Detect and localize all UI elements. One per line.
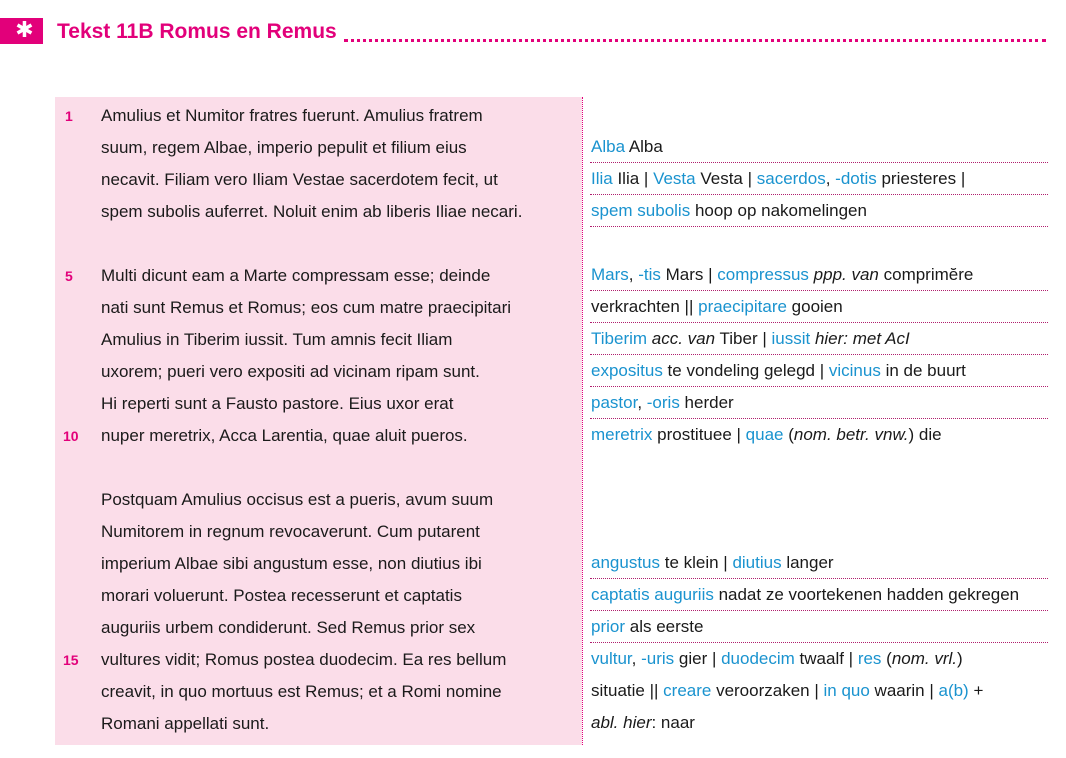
gloss-term: a(b) <box>938 681 969 700</box>
latin-line: imperium Albae sibi angustum esse, non diutius ibi <box>101 554 482 573</box>
latin-text-panel <box>55 97 582 745</box>
gloss-text: Tiber | <box>715 329 772 348</box>
latin-line: uxorem; pueri vero expositi ad vicinam ripam sunt. <box>101 362 480 381</box>
gloss-term: spem subolis <box>591 201 691 220</box>
gloss-text: ( <box>783 425 794 444</box>
gloss-text: ) die <box>908 425 942 444</box>
latin-line: nati sunt Remus et Romus; eos cum matre praecipitari <box>101 298 512 317</box>
gloss-text: Vesta | <box>695 169 757 188</box>
gloss-term: creare <box>663 681 712 700</box>
latin-line: Numitorem in regnum revocaverunt. Cum putarent <box>101 522 480 541</box>
gloss-row <box>590 644 1048 675</box>
gloss-text: comprimĕre <box>878 265 974 284</box>
gloss-text: , <box>631 649 642 668</box>
gloss-text: , <box>825 169 836 188</box>
gloss-term: prior <box>591 617 626 636</box>
gloss-text: situatie || <box>591 681 664 700</box>
gloss-term: Mars <box>591 265 629 284</box>
latin-line: Amulius et Numitor fratres fuerunt. Amulius fratrem <box>101 106 483 125</box>
gloss-term: angustus <box>591 553 660 572</box>
gloss-term: quae <box>745 425 784 444</box>
gloss-term: -tis <box>638 265 661 284</box>
gloss-term: in quo <box>823 681 870 700</box>
title-dotted-rule <box>344 39 1046 42</box>
latin-line: Hi reperti sunt a Fausto pastore. Eius uxor erat <box>101 394 454 413</box>
gloss-text: nadat ze voortekenen hadden gekregen <box>713 585 1020 604</box>
gloss-text: ) <box>957 649 963 668</box>
gloss-term: expositus <box>591 361 663 380</box>
latin-line: Multi dicunt eam a Marte compressam esse; deinde <box>101 266 491 285</box>
gloss-grammar: hier: met AcI <box>814 329 910 348</box>
page-title: Tekst 11B Romus en Remus <box>57 20 337 43</box>
latin-line: vultures vidit; Romus postea duodecim. Ea res bellum <box>101 650 507 669</box>
latin-line: auguriis urbem condiderunt. Sed Remus prior sex <box>101 618 476 637</box>
gloss-text: gier | <box>674 649 722 668</box>
gloss-text: Ilia | <box>612 169 654 188</box>
latin-line: morari voluerunt. Postea recesserunt et captatis <box>101 586 462 605</box>
gloss-text: als eerste <box>625 617 704 636</box>
gloss-grammar: nom. vrl. <box>891 649 958 668</box>
gloss-term: res <box>857 649 882 668</box>
gloss-term: -oris <box>646 393 680 412</box>
latin-line: necavit. Filiam vero Iliam Vestae sacerdotem fecit, ut <box>101 170 498 189</box>
line-number: 1 <box>65 108 73 124</box>
gloss-term: vicinus <box>828 361 881 380</box>
gloss-text: herder <box>679 393 734 412</box>
gloss-text: prostituee | <box>652 425 746 444</box>
line-number: 15 <box>63 652 79 668</box>
section-header <box>0 18 1066 52</box>
gloss-text: hoop op nakomelingen <box>690 201 867 220</box>
gloss-row <box>590 580 1048 611</box>
latin-line: Postquam Amulius occisus est a pueris, avum suum <box>101 490 494 509</box>
gloss-term: -dotis <box>835 169 877 188</box>
gloss-grammar: acc. van <box>651 329 716 348</box>
gloss-grammar: ppp. van <box>813 265 879 284</box>
gloss-term: Alba <box>591 137 626 156</box>
gloss-row <box>590 548 1048 579</box>
gloss-text: gooien <box>786 297 843 316</box>
gloss-text: priesteres | <box>876 169 966 188</box>
gloss-text: + <box>968 681 984 700</box>
gloss-row <box>590 676 1048 707</box>
gloss-text: Mars | <box>660 265 718 284</box>
gloss-term: Vesta <box>653 169 696 188</box>
gloss-grammar: nom. betr. vnw. <box>793 425 909 444</box>
gloss-text: : naar <box>651 713 695 732</box>
latin-line: creavit, in quo mortuus est Remus; et a Romi nomine <box>101 682 502 701</box>
gloss-row <box>590 164 1048 195</box>
gloss-term: duodecim <box>721 649 795 668</box>
gloss-text: twaalf | <box>794 649 858 668</box>
gloss-term: vultur <box>591 649 632 668</box>
gloss-text: ( <box>881 649 892 668</box>
gloss-text: waarin | <box>869 681 939 700</box>
gloss-term: Ilia <box>591 169 613 188</box>
gloss-term: captatis auguriis <box>591 585 714 604</box>
gloss-row <box>590 324 1048 355</box>
gloss-term: diutius <box>732 553 782 572</box>
column-divider <box>582 97 583 745</box>
gloss-term: iussit <box>771 329 811 348</box>
gloss-text: Alba <box>625 137 663 156</box>
latin-line: Romani appellati sunt. <box>101 714 270 733</box>
gloss-term: sacerdos <box>756 169 826 188</box>
gloss-term: praecipitare <box>698 297 787 316</box>
gloss-term: meretrix <box>591 425 653 444</box>
gloss-text: langer <box>781 553 834 572</box>
gloss-text: in de buurt <box>880 361 966 380</box>
line-number: 5 <box>65 268 73 284</box>
gloss-grammar: abl. hier <box>591 713 652 732</box>
gloss-row <box>590 612 1048 643</box>
gloss-text: , <box>637 393 647 412</box>
latin-line: spem subolis auferret. Noluit enim ab liberis Iliae necari. <box>101 202 523 221</box>
gloss-row <box>590 132 1048 163</box>
latin-line: Amulius in Tiberim iussit. Tum amnis fecit Iliam <box>101 330 453 349</box>
latin-line: nuper meretrix, Acca Larentia, quae aluit pueros. <box>101 426 468 445</box>
line-number: 10 <box>63 428 79 444</box>
gloss-text: te vondeling gelegd | <box>662 361 829 380</box>
gloss-row <box>590 196 1048 227</box>
gloss-row <box>590 292 1048 323</box>
gloss-term: pastor <box>591 393 638 412</box>
gloss-term: -uris <box>641 649 675 668</box>
gloss-row <box>590 356 1048 387</box>
gloss-row <box>590 388 1048 419</box>
gloss-row <box>590 420 1048 451</box>
asterisk-icon: ✱ <box>0 18 43 44</box>
gloss-text: veroorzaken | <box>711 681 824 700</box>
gloss-text: verkrachten || <box>591 297 699 316</box>
gloss-row <box>590 260 1048 291</box>
gloss-term: compressus <box>717 265 809 284</box>
gloss-text: , <box>628 265 639 284</box>
gloss-row <box>590 708 1048 739</box>
latin-line: suum, regem Albae, imperio pepulit et filium eius <box>101 138 467 157</box>
gloss-term: Tiberim <box>591 329 648 348</box>
gloss-text: te klein | <box>660 553 733 572</box>
